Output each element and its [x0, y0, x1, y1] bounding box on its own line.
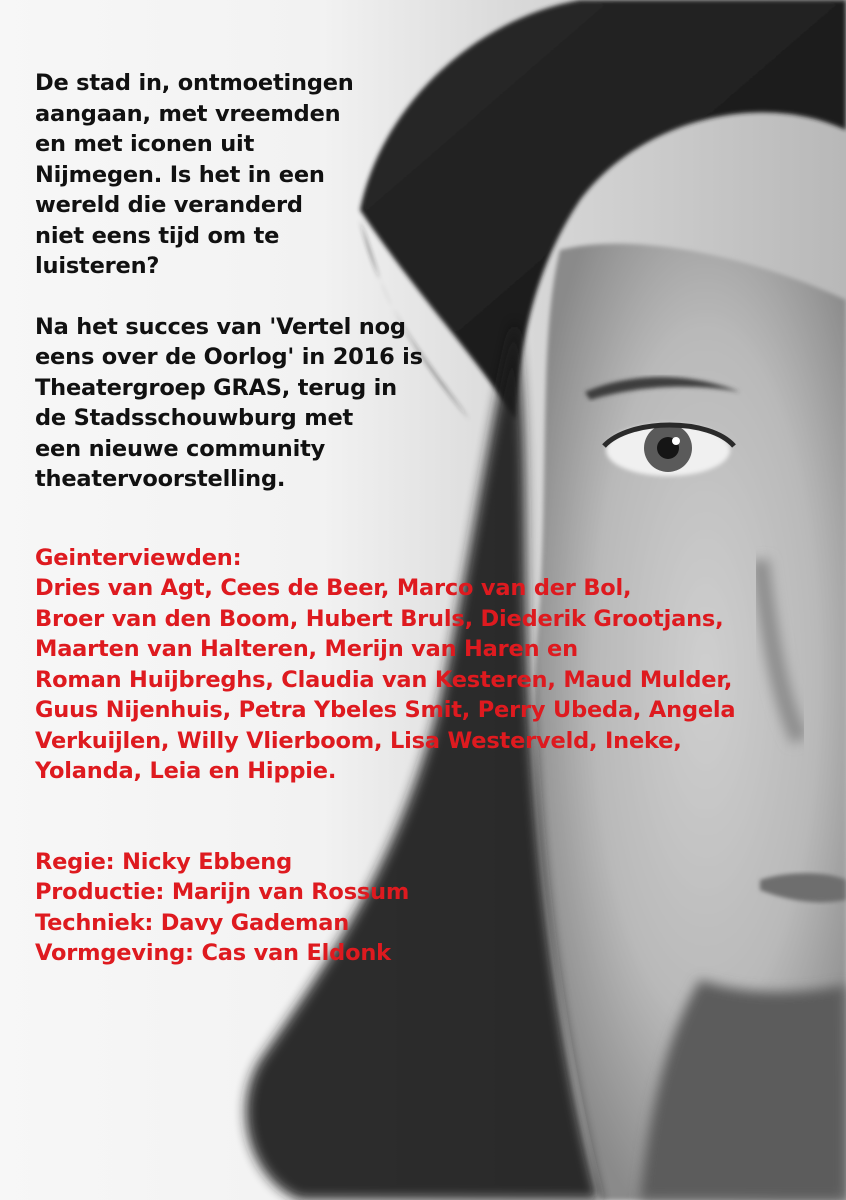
interviewees-section: [35, 543, 775, 787]
credits-section: [35, 847, 775, 969]
intro-line: aangaan, met vreemden: [35, 100, 341, 127]
intro-line: wereld die veranderd: [35, 192, 303, 218]
intro-line: Nijmegen. Is het in een: [35, 161, 325, 188]
intro-line: theatervoorstelling.: [35, 466, 286, 492]
poster-text: [35, 68, 775, 969]
interviewees-line: Guus Nijenhuis, Petra Ybeles Smit, Perry Ubeda, Angela: [35, 697, 736, 723]
credit-design: Vormgeving: Cas van Eldonk: [35, 940, 391, 966]
interviewees-line: Roman Huijbreghs, Claudia van Kesteren, Maud Mulder,: [35, 666, 733, 693]
intro-line: de Stadsschouwburg met: [35, 405, 354, 431]
intro-line: niet eens tijd om te: [35, 222, 280, 249]
credit-production: Productie: Marijn van Rossum: [35, 879, 410, 905]
credit-technique: Techniek: Davy Gademan: [35, 909, 350, 936]
intro-line: Na het succes van 'Vertel nog: [35, 313, 406, 340]
intro-line: De stad in, ontmoetingen: [35, 70, 354, 96]
intro-paragraph-2: [35, 312, 775, 495]
interviewees-line: Dries van Agt, Cees de Beer, Marco van der Bol,: [35, 575, 632, 601]
interviewees-line: Yolanda, Leia en Hippie.: [35, 758, 337, 784]
intro-line: luisteren?: [35, 253, 160, 279]
intro-line: en met iconen uit: [35, 131, 255, 157]
intro-paragraph-1: [35, 68, 775, 282]
interviewees-line: Maarten van Halteren, Merijn van Haren en: [35, 636, 578, 662]
interviewees-line: Broer van den Boom, Hubert Bruls, Diederik Grootjans,: [35, 605, 724, 632]
intro-line: Theatergroep GRAS, terug in: [35, 374, 397, 401]
intro-line: een nieuwe community: [35, 435, 326, 462]
credit-director: Regie: Nicky Ebbeng: [35, 848, 293, 875]
intro-line: eens over de Oorlog' in 2016 is: [35, 344, 423, 370]
interviewees-line: Verkuijlen, Willy Vlierboom, Lisa Westerveld, Ineke,: [35, 727, 682, 754]
interviewees-heading: Geinterviewden:: [35, 544, 242, 571]
